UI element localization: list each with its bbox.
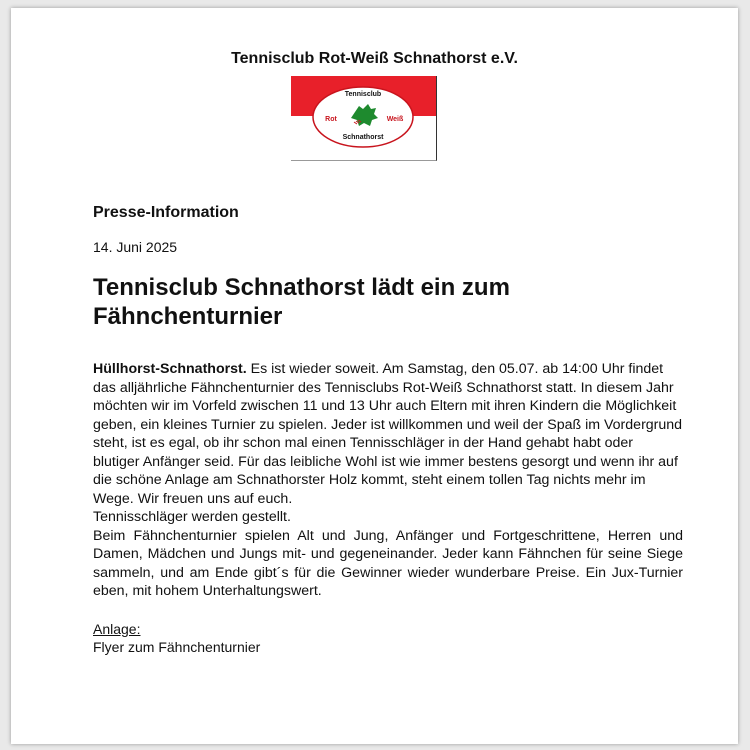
press-date: 14. Juni 2025 <box>93 239 178 255</box>
attachment-label: Anlage: <box>93 621 141 637</box>
logo-word-bottom: Schnathorst <box>342 134 384 141</box>
club-logo <box>291 76 437 161</box>
paragraph-1-text: Es ist wieder soweit. Am Samstag, den 05.07. ab 14:00 Uhr findet das alljährliche Fähnchenturnier des Tennisclubs Rot-Weiß Schnathorst statt. In diesem Jahr möchten wir im Vorfeld zwischen 11 und 13 Uhr auch Eltern mit ihren Kindern die Möglichkeit geben, ein kleines Turnier zu spielen. Jeder ist willkommen und weil der Spaß im Vordergrund steht, ist es egal, ob ihr schon mal einen Tennisschläger in der Hand gehabt habt oder blutiger Anfänger seid. Für das leibliche Wohl ist wie immer bestens gesorgt und wenn ihr auf die schöne Anlage am Schnathorster Holz kommt, steht einem tollen Tag nichts mehr im Wege. Wir freuen uns auf euch. <box>93 361 683 507</box>
press-body <box>93 360 683 601</box>
press-headline: Tennisclub Schnathorst lädt ein zum Fähnchenturnier <box>93 274 510 330</box>
lead-place: Hüllhorst-Schnathorst. <box>93 361 247 377</box>
body-paragraph-3: Beim Fähnchenturnier spielen Alt und Jung, Anfänger und Fortgeschrittene, Herren und Damen, Mädchen und Jungs mit- und gegeneinander. Jeder kann Fähnchen für seine Siege sammeln, und am Ende gibt´s für die Gewinner wieder wunderbare Preise. Ein Jux-Turnier eben, mit hohem Unterhaltungswert. <box>93 527 683 599</box>
club-logo-graphic <box>291 76 436 160</box>
attachment-item: Flyer zum Fähnchenturnier <box>93 639 261 655</box>
logo-word-left: Rot <box>325 116 337 123</box>
body-paragraph-2: Tennisschläger werden gestellt. <box>93 509 291 525</box>
press-information-label: Presse-Information <box>93 204 239 221</box>
logo-word-top: Tennisclub <box>344 91 382 98</box>
club-name-header: Tennisclub Rot-Weiß Schnathorst e.V. <box>231 50 518 67</box>
logo-word-right: Weiß <box>386 116 404 123</box>
body-paragraph-1 <box>93 360 683 508</box>
document-page <box>11 8 738 744</box>
